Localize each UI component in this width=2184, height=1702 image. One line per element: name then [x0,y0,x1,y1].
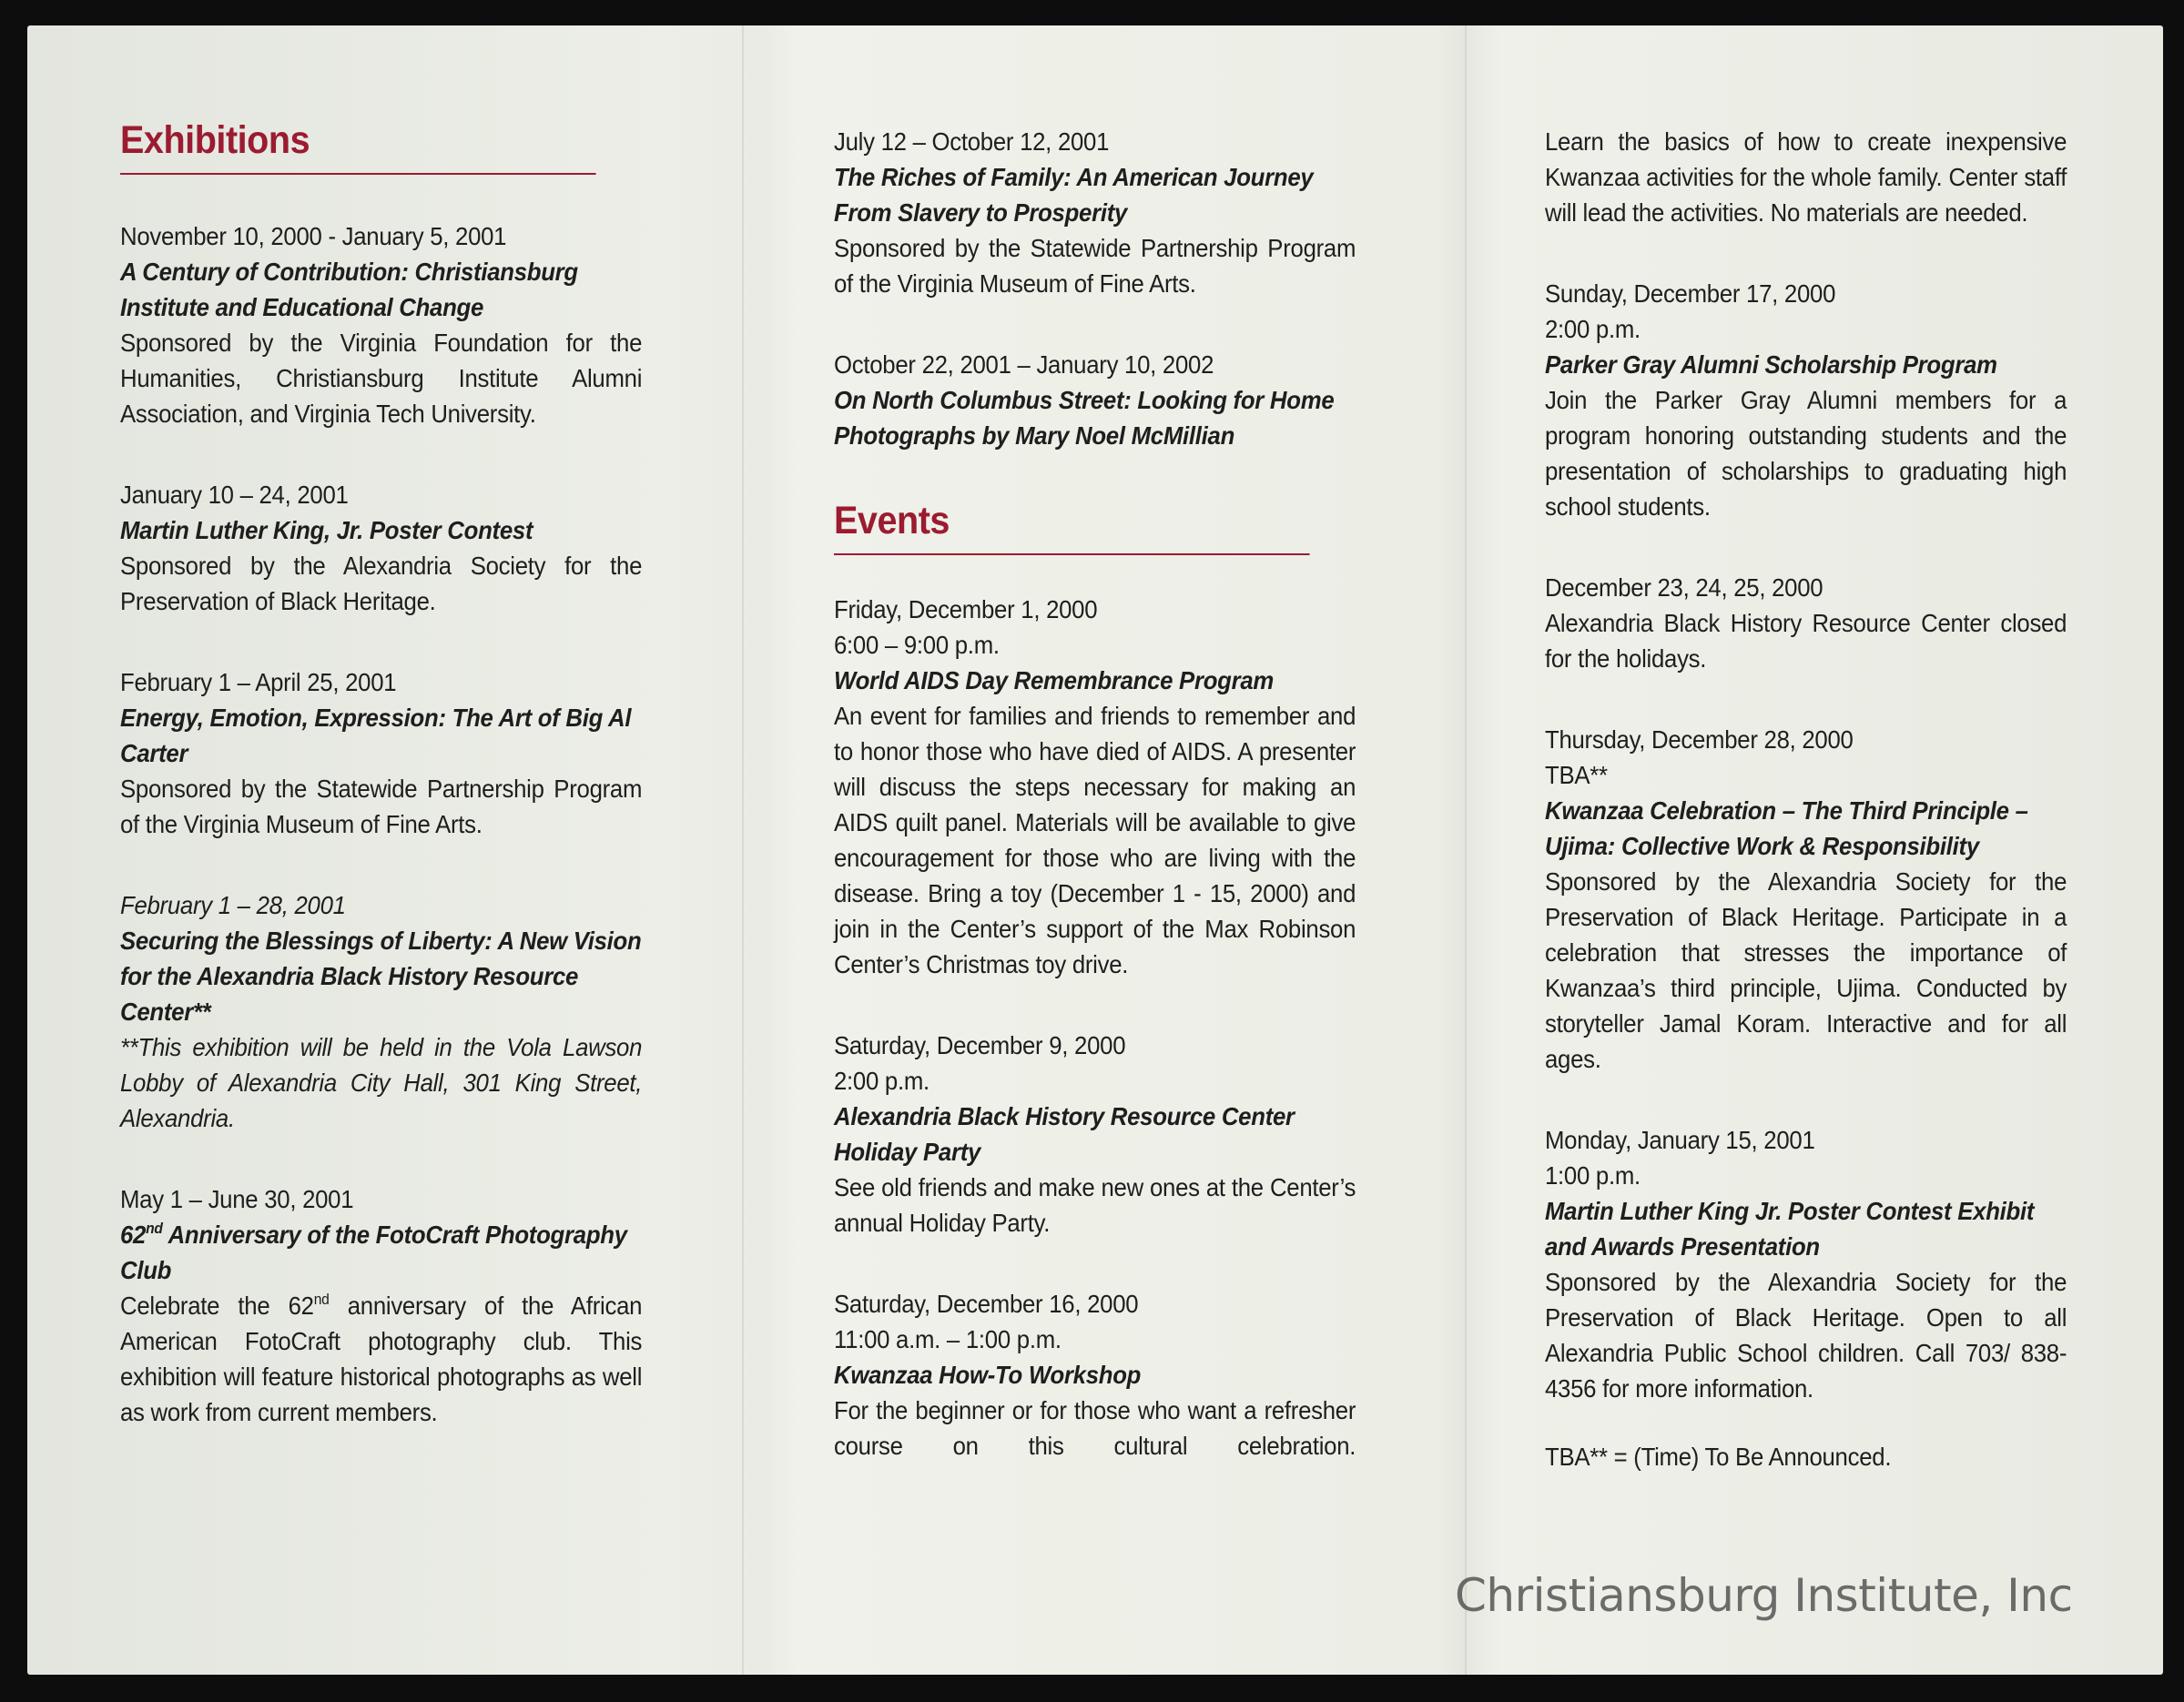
entry-title: Securing the Blessings of Liberty: A New Vision for the Alexandria Black History Resource Center** [120,927,642,1026]
exhibition-entry [834,347,1356,453]
entry-date: February 1 – 28, 2001 [120,891,346,919]
entry-date: July 12 – October 12, 2001 [834,127,1110,156]
entry-description: Sponsored by the Alexandria Society for the Preservation of Black Heritage. [120,552,643,615]
exhibition-entry [120,664,642,842]
event-entry [834,1286,1356,1464]
entry-title: On North Columbus Street: Looking for Home [834,386,1335,414]
column-1 [120,117,642,1430]
event-entry [834,1028,1356,1241]
entry-date: October 22, 2001 – January 10, 2002 [834,350,1214,379]
entry-description: Sponsored by the Statewide Partnership Program of the Virginia Museum of Fine Arts. [120,775,643,838]
event-entry [1545,570,2067,676]
entry-description: An event for families and friends to remember and to honor those who have died of AIDS. A presenter will discuss the steps necessary for making an AIDS quilt panel. Materials will be available to give encouragement for those who are living with the disease. Bring a toy (December 1 - 15, 2000) and join in the Center’s support of the Max Robinson Center’s Christmas toy drive. [834,702,1356,978]
title-ordinal: 62 [120,1221,147,1249]
desc-part: anniversary of the African American FotoCraft photography club. This exhibition will feature historical photographs as well as work from current members. [120,1292,643,1426]
entry-title: Energy, Emotion, Expression: The Art of Big Al Carter [120,704,632,767]
entry-time: 2:00 p.m. [1545,315,1641,343]
entry-title: Kwanzaa How-To Workshop [834,1361,1142,1389]
entry-title: The Riches of Family: An American Journey From Slavery to Prosperity [834,163,1314,227]
desc-part: Celebrate the 62 [120,1292,314,1320]
exhibition-entry [834,124,1356,301]
entry-title: Martin Luther King Jr. Poster Contest Exhibit and Awards Presentation [1545,1197,2035,1261]
entry-date: Saturday, December 16, 2000 [834,1290,1139,1318]
event-entry [834,592,1356,982]
title-text: Anniversary of the FotoCraft Photography Club [120,1221,627,1284]
entry-subtitle: Photographs by Mary Noel McMillian [834,421,1235,450]
entry-date: Monday, January 15, 2001 [1545,1126,1815,1154]
fold-line-right [1465,25,1467,1675]
title-ordinal-suffix: nd [146,1220,163,1237]
exhibitions-heading: Exhibitions [120,117,596,175]
exhibition-entry [120,218,642,431]
entry-description [120,1288,642,1430]
entry-description: Sponsored by the Virginia Foundation for the Humanities, Christiansburg Institute Alumni Association, and Virginia Tech University. [120,329,643,428]
entry-date: December 23, 24, 25, 2000 [1545,573,1823,602]
column-3 [1545,124,2067,1500]
entry-title: Martin Luther King, Jr. Poster Contest [120,516,533,544]
entry-description: For the beginner or for those who want a refresher course on this cultural celebration. [834,1396,1356,1460]
entry-description: Sponsored by the Statewide Partnership Program of the Virginia Museum of Fine Arts. [834,234,1356,298]
entry-description-continued: Learn the basics of how to create inexpensive Kwanzaa activities for the whole family. Center staff will lead the activities. No materials are needed. [1545,127,2067,227]
entry-title [120,1217,642,1288]
exhibition-entry [120,1181,642,1430]
entry-description: Alexandria Black History Resource Center closed for the holidays. [1545,609,2067,673]
entry-title: World AIDS Day Remembrance Program [834,666,1275,694]
entry-date: November 10, 2000 - January 5, 2001 [120,222,507,250]
entry-time: 1:00 p.m. [1545,1161,1641,1190]
entry-date: January 10 – 24, 2001 [120,481,349,509]
event-entry [1545,276,2067,524]
events-heading: Events [834,497,1310,555]
entry-description: See old friends and make new ones at the Center’s annual Holiday Party. [834,1173,1356,1237]
entry-description: Sponsored by the Alexandria Society for the Preservation of Black Heritage. Open to all Alexandria Public School children. Call 703/ 838-4356 for more information. [1545,1268,2067,1403]
watermark: Christiansburg Institute, Inc [1455,1569,2073,1622]
entry-date: February 1 – April 25, 2001 [120,668,397,696]
fold-line-left [742,25,744,1675]
entry-time: 2:00 p.m. [834,1067,929,1095]
entry-time: 6:00 – 9:00 p.m. [834,631,1000,659]
entry-description: Sponsored by the Alexandria Society for the Preservation of Black Heritage. Participate in a celebration that stresses the importance of Kwanzaa’s third principle, Ujima. Conducted by storyteller Jamal Koram. Interactive and for all ages. [1545,867,2067,1073]
column-2 [834,124,1356,1464]
entry-description: Join the Parker Gray Alumni members for a program honoring outstanding students and the presentation of scholarships to graduating high school students. [1545,386,2067,521]
entry-date: Friday, December 1, 2000 [834,595,1098,623]
entry-title: A Century of Contribution: Christiansburg Institute and Educational Change [120,258,578,321]
event-entry [1545,722,2067,1077]
entry-note: **This exhibition will be held in the Vola Lawson Lobby of Alexandria City Hall, 301 King Street, Alexandria. [120,1033,643,1132]
entry-date: Sunday, December 17, 2000 [1545,279,1836,308]
desc-ordinal-suffix: nd [313,1291,330,1308]
entry-date: May 1 – June 30, 2001 [120,1185,354,1213]
event-entry [1545,1122,2067,1406]
entry-date: Thursday, December 28, 2000 [1545,725,1854,754]
entry-title: Kwanzaa Celebration – The Third Principle – Ujima: Collective Work & Responsibility [1545,796,2028,860]
event-entry-continued [1545,124,2067,230]
exhibition-entry [120,887,642,1136]
entry-time: 11:00 a.m. – 1:00 p.m. [834,1325,1062,1353]
exhibition-entry [120,477,642,619]
tba-footnote: TBA** = (Time) To Be Announced. [1545,1443,1892,1471]
entry-time: TBA** [1545,761,1608,789]
entry-date: Saturday, December 9, 2000 [834,1031,1126,1059]
entry-title: Parker Gray Alumni Scholarship Program [1545,350,1997,379]
entry-title: Alexandria Black History Resource Center Holiday Party [834,1102,1295,1166]
